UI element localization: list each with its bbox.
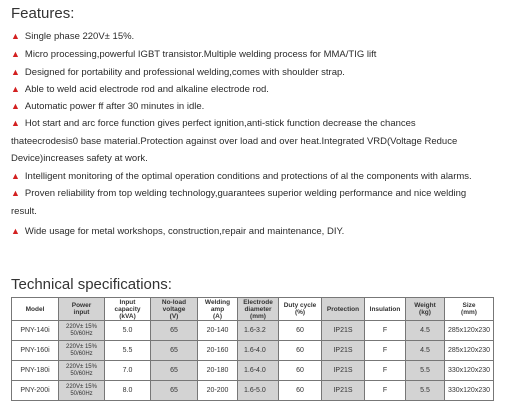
cell-protection: IP21S xyxy=(322,381,365,401)
column-header-text: (mm) xyxy=(250,312,266,320)
feature-text: Intelligent monitoring of the optimal operation conditions and protections of al the components with alarms. xyxy=(24,171,472,182)
cell-power xyxy=(59,361,105,381)
column-header-text: (kVA) xyxy=(119,312,136,320)
triangle-bullet-icon: ▲ xyxy=(11,101,20,111)
column-header-text: Power xyxy=(71,302,92,309)
column-header-text: voltage xyxy=(162,305,186,313)
column-header xyxy=(322,298,365,321)
power-input-text: 220V± 15% xyxy=(66,383,97,390)
triangle-bullet-icon: ▲ xyxy=(11,188,20,198)
cell-weight: 4.5 xyxy=(406,341,445,361)
cell-duty: 60 xyxy=(279,361,322,381)
triangle-bullet-icon: ▲ xyxy=(11,84,20,94)
cell-insulation: F xyxy=(365,381,406,401)
feature-line xyxy=(11,64,497,81)
triangle-bullet-icon: ▲ xyxy=(11,49,20,59)
feature-line xyxy=(11,203,497,220)
power-input-text: 220V± 15% xyxy=(66,343,97,350)
column-header-text: (A) xyxy=(212,312,223,320)
cell-insulation: F xyxy=(365,361,406,381)
column-header-text: (kg) xyxy=(419,309,431,316)
feature-line xyxy=(11,81,497,98)
column-header-text: amp xyxy=(210,305,225,313)
specs-table xyxy=(11,297,494,401)
triangle-bullet-icon: ▲ xyxy=(11,171,20,181)
feature-text: Single phase 220V± 15%. xyxy=(24,31,135,42)
column-header-text: Input xyxy=(119,298,136,306)
column-header-text: Model xyxy=(25,305,45,313)
feature-text: Designed for portability and professional welding,comes with shoulder strap. xyxy=(24,67,345,78)
feature-text: thateecrodesis0 base material.Protection against over load and over heat.Integrated VRD(Voltage Reduce xyxy=(11,136,458,147)
feature-line xyxy=(11,133,497,150)
column-header xyxy=(365,298,406,321)
table-row xyxy=(12,381,494,401)
power-input-text: 50/60Hz xyxy=(70,350,93,357)
column-header-text: No-load xyxy=(161,298,187,306)
cell-model: PNY-200i xyxy=(12,381,59,401)
cell-protection: IP21S xyxy=(322,341,365,361)
column-header-text: Insulation xyxy=(369,305,401,313)
feature-text: Able to weld acid electrode rod and alkaline electrode rod. xyxy=(24,84,269,95)
cell-electrode: 1.6-3.2 xyxy=(238,321,279,341)
column-header-text: Welding xyxy=(204,298,231,306)
triangle-bullet-icon: ▲ xyxy=(11,31,20,41)
cell-model: PNY-160i xyxy=(12,341,59,361)
power-input-text: 50/60Hz xyxy=(70,330,93,337)
power-input-text: 220V± 15% xyxy=(66,363,97,370)
column-header xyxy=(151,298,198,321)
cell-amp: 20-140 xyxy=(198,321,238,341)
feature-text: Micro processing,powerful IGBT transistor.Multiple welding process for MMA/TIG lift xyxy=(24,49,377,60)
cell-protection: IP21S xyxy=(322,321,365,341)
cell-insulation: F xyxy=(365,341,406,361)
feature-text: Hot start and arc force function gives perfect ignition,anti-stick function decrease the chances xyxy=(24,118,416,129)
cell-electrode: 1.6-4.0 xyxy=(238,361,279,381)
cell-size: 330x120x230 xyxy=(445,361,494,381)
cell-duty: 60 xyxy=(279,381,322,401)
column-header xyxy=(445,298,494,321)
cell-no-load: 65 xyxy=(151,361,198,381)
column-header-text: diameter xyxy=(244,305,272,313)
feature-line xyxy=(11,150,497,167)
cell-size: 285x120x230 xyxy=(445,321,494,341)
cell-amp: 20-180 xyxy=(198,361,238,381)
cell-no-load: 65 xyxy=(151,381,198,401)
features-heading: Features: xyxy=(11,5,75,22)
cell-size: 330x120x230 xyxy=(445,381,494,401)
column-header xyxy=(198,298,238,321)
feature-line xyxy=(11,98,497,115)
cell-power xyxy=(59,341,105,361)
cell-capacity: 5.5 xyxy=(105,341,151,361)
column-header-text: input xyxy=(73,309,90,316)
feature-text: Wide usage for metal workshops, construction,repair and maintenance, DIY. xyxy=(24,226,345,237)
column-header xyxy=(105,298,151,321)
feature-text: Device)increases safety at work. xyxy=(11,153,148,164)
table-header-row xyxy=(12,298,494,321)
cell-no-load: 65 xyxy=(151,341,198,361)
column-header-text: (%) xyxy=(294,309,306,316)
power-input-text: 220V± 15% xyxy=(66,323,97,330)
cell-model: PNY-140i xyxy=(12,321,59,341)
cell-model: PNY-180i xyxy=(12,361,59,381)
feature-line xyxy=(11,223,497,240)
triangle-bullet-icon: ▲ xyxy=(11,226,20,236)
table-row xyxy=(12,341,494,361)
cell-electrode: 1.6-5.0 xyxy=(238,381,279,401)
column-header xyxy=(279,298,322,321)
feature-text: Automatic power ff after 30 minutes in idle. xyxy=(24,101,205,112)
feature-line xyxy=(11,115,497,132)
cell-electrode: 1.6-4.0 xyxy=(238,341,279,361)
power-input-text: 50/60Hz xyxy=(70,370,93,377)
cell-power xyxy=(59,321,105,341)
cell-duty: 60 xyxy=(279,321,322,341)
cell-amp: 20-200 xyxy=(198,381,238,401)
column-header xyxy=(12,298,59,321)
cell-protection: IP21S xyxy=(322,361,365,381)
feature-line xyxy=(11,168,497,185)
column-header-text: capacity xyxy=(114,305,141,313)
cell-capacity: 8.0 xyxy=(105,381,151,401)
cell-weight: 5.5 xyxy=(406,361,445,381)
cell-power xyxy=(59,381,105,401)
cell-weight: 5.5 xyxy=(406,381,445,401)
cell-capacity: 7.0 xyxy=(105,361,151,381)
triangle-bullet-icon: ▲ xyxy=(11,118,20,128)
cell-insulation: F xyxy=(365,321,406,341)
table-row xyxy=(12,321,494,341)
feature-line xyxy=(11,46,497,63)
column-header-text: Electrode xyxy=(243,298,273,306)
feature-text: Proven reliability from top welding technology,guarantees superior welding performance and nice welding xyxy=(24,188,467,199)
column-header xyxy=(59,298,105,321)
feature-line xyxy=(11,28,497,45)
column-header-text: Duty cycle xyxy=(283,302,317,309)
feature-line xyxy=(11,185,497,202)
cell-no-load: 65 xyxy=(151,321,198,341)
feature-text: result. xyxy=(11,206,37,217)
specs-heading: Technical specifications: xyxy=(11,276,172,293)
column-header xyxy=(406,298,445,321)
column-header-text: Size xyxy=(462,302,476,309)
column-header-text: (V) xyxy=(169,312,179,320)
cell-size: 285x120x230 xyxy=(445,341,494,361)
table-row xyxy=(12,361,494,381)
cell-amp: 20-160 xyxy=(198,341,238,361)
column-header-text: Protection xyxy=(326,305,360,313)
column-header xyxy=(238,298,279,321)
cell-capacity: 5.0 xyxy=(105,321,151,341)
triangle-bullet-icon: ▲ xyxy=(11,67,20,77)
cell-duty: 60 xyxy=(279,341,322,361)
power-input-text: 50/60Hz xyxy=(70,390,93,397)
column-header-text: (mm) xyxy=(461,309,477,316)
cell-weight: 4.5 xyxy=(406,321,445,341)
column-header-text: Weight xyxy=(414,302,436,309)
